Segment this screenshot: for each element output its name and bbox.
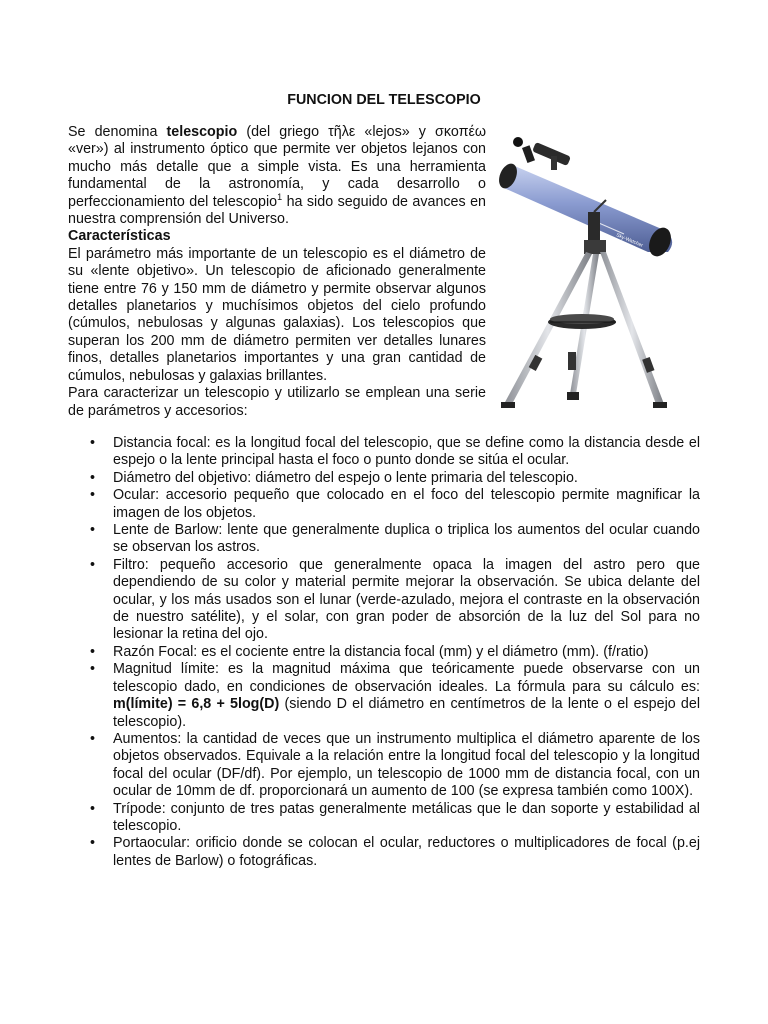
intro-term: telescopio	[166, 124, 238, 140]
list-item: • Filtro: pequeño accesorio que generalmente opaca la imagen del astro pero que dependiendo de su color y material permite mejorar la observación. Se ubica delante del ocular, y los más usados son el lunar (verde-azulado, mejora el contraste en la observación de nuestro satélite), y el solar, con gran poder de absorción de la luz del Sol para no lesionar la retina del ojo.	[68, 557, 700, 644]
telescope-image	[496, 112, 696, 412]
intro-text-middle: (del griego τῆλε «lejos» y σκοπέω «ver») al instrumento óptico que permite ver objetos lejanos con mucho más detalle que a simple vista. Es una herramienta fundamental de la astronomía, y cada desarrollo o perfeccionamiento del telescopio	[68, 124, 487, 210]
telescope-drawing	[496, 112, 696, 412]
list-item: • Diámetro del objetivo: diámetro del espejo o lente primaria del telescopio.	[68, 470, 700, 487]
magnitude-formula: m(límite) = 6,8 + 5log(D)	[113, 696, 280, 713]
tripod	[501, 252, 667, 408]
list-item: • Ocular: accesorio pequeño que colocado en el foco del telescopio permite magnificar la imagen de los objetos.	[68, 487, 700, 522]
characteristics-paragraph: El parámetro más importante de un telescopio es el diámetro de su «lente objetivo». Un telescopio de aficionado generalmente tiene entre 76 y 150 mm de diámetro y permite observar algunos detalles planetarios y muchísimos objetos del cielo profundo (cúmulos, nebulosas y algunas galaxias). Los telescopios que superan los 200 mm de diámetro permiten ver detalles lunares finos, detalles planetarios importantes y una gran cantidad de cúmulos, nebulosas y galaxias brillantes.	[68, 245, 486, 384]
characteristics-heading: Características	[68, 228, 171, 245]
parameters-list	[68, 435, 700, 870]
list-item: • Razón Focal: es el cociente entre la distancia focal (mm) y el diámetro (mm). (f/ratio)	[68, 644, 700, 661]
telescope-brand-label: Sky-Watcher	[615, 232, 644, 249]
telescope-finder	[513, 137, 571, 170]
footnote-marker[interactable]: 1	[277, 191, 283, 202]
list-item: • Distancia focal: es la longitud focal del telescopio, que se define como la distancia desde el espejo o la lente principal hasta el foco o punto donde se sitúa el ocular.	[68, 435, 700, 470]
page-title: FUNCION DEL TELESCOPIO	[287, 92, 481, 108]
list-item: • Trípode: conjunto de tres patas generalmente metálicas que le dan soporte y estabilidad al telescopio.	[68, 801, 700, 836]
list-item: • Lente de Barlow: lente que generalmente duplica o triplica los aumentos del ocular cuando se observan los astros.	[68, 522, 700, 557]
intro-text-start: Se denomina	[68, 124, 167, 140]
magnitude-text: Magnitud límite: es la magnitud máxima que teóricamente puede observarse con un telescopio dado, en condiciones de observación ideales. La fórmula para su cálculo es:	[113, 661, 700, 695]
parameters-section	[68, 435, 700, 870]
intro-paragraph	[68, 124, 486, 228]
parameters-intro: Para caracterizar un telescopio y utilizarlo se emplean una serie de parámetros y accesorios:	[68, 385, 486, 419]
magnitude-text-end: (siendo D el diámetro en centímetros de la lente o el espejo del telescopio).	[113, 696, 700, 730]
list-item: • Aumentos: la cantidad de veces que un instrumento multiplica el diámetro aparente de los objetos observados. Equivale a la relación entre la longitud focal del telescopio y la longitud focal del ocular (DF/df). Por ejemplo, un telescopio de 1000 mm de distancia focal, con un ocular de 10mm de df. proporcionará un aumento de 100 (se expresa también como 100X).	[68, 731, 700, 801]
list-item-magnitude	[68, 661, 700, 731]
intro-text-end: ha sido seguido de avances en nuestra comprensión del Universo.	[68, 193, 486, 228]
list-item: • Portaocular: orificio donde se colocan el ocular, reductores o multiplicadores de focal (p.ej lentes de Barlow) o fotográficas.	[68, 835, 700, 870]
intro-column	[68, 124, 486, 420]
